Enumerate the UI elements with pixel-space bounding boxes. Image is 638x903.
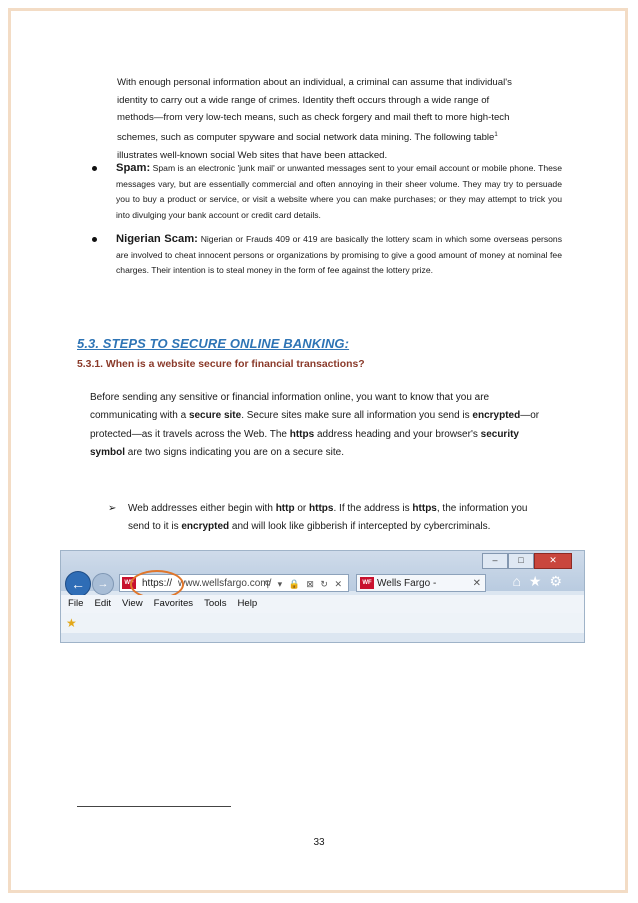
intro-paragraph <box>117 74 567 164</box>
menu-help: Help <box>237 598 258 609</box>
menu-favorites: Favorites <box>153 598 194 609</box>
section-heading: 5.3. STEPS TO SECURE ONLINE BANKING: <box>77 336 350 351</box>
bold-term: encrypted <box>472 410 521 422</box>
subsection-heading: 5.3.1. When is a website secure for financial transactions? <box>77 359 365 370</box>
address-domain: www.wellsfargo.com/ <box>178 578 272 589</box>
bullet-dot <box>92 237 97 242</box>
forward-arrow-icon: → <box>92 573 114 595</box>
menu-file: File <box>68 598 84 609</box>
browser-toolbar <box>61 551 584 591</box>
bullet-term: Nigerian Scam: <box>116 233 198 245</box>
favorites-bar <box>61 613 584 633</box>
intro-line: With enough personal information about an individual, a criminal can assume that individual's <box>117 77 512 88</box>
page-number: 33 <box>313 837 325 848</box>
bullet-body: Spam is an electronic 'junk mail' or unwanted messages sent to your email account or mobile phone. These messages vary, but are essentially commercial and often annoying in their sheer volume. They may try to persuade you to buy a product or service, or visit a website where you can make purchases; or they may attempt to trick you into divulging your bank account or credit card details. <box>116 163 562 220</box>
close-icon: ✕ <box>534 553 572 569</box>
favorites-star-icon: ★ <box>66 616 77 630</box>
bullet-term: Spam: <box>116 162 151 174</box>
address-scheme: https:// <box>142 578 173 589</box>
tab-close-icon: ✕ <box>472 578 481 589</box>
wellsfargo-logo-icon: WF <box>122 577 136 589</box>
wellsfargo-logo-icon: WF <box>360 577 374 589</box>
intro-line: identity to carry out a wide range of crimes. Identity theft occurs through a wide range of <box>117 94 490 106</box>
menu-edit: Edit <box>94 598 112 609</box>
bold-term: security symbol <box>90 428 519 458</box>
bullet-dot <box>92 166 97 171</box>
bold-term: secure site <box>188 410 242 422</box>
bold-term: https <box>289 428 315 440</box>
footnote-marker: 1 <box>494 131 498 138</box>
bullet-text <box>116 232 562 279</box>
bullet-body: Nigerian or Frauds 409 or 419 are basically the lottery scam in which some overseas persons are involved to cheat innocent persons or organizations by promising to give a good amount of money at nominal fee charges. Their intention is to steal money in the form of fee against the lottery prize. <box>116 234 562 276</box>
back-arrow-icon: ← <box>65 571 91 597</box>
footnote-rule <box>77 806 231 807</box>
arrow-bullet-icon: ➢ <box>108 503 117 514</box>
browser-screenshot <box>60 550 585 643</box>
home-favorites-tools-icons: ⌂★⚙ <box>512 573 570 589</box>
address-bar-icons: ⚲ ▾ 🔒 ⊠ ↻ ✕ <box>264 579 344 589</box>
tab-label: Wells Fargo - <box>377 578 437 589</box>
arrow-item-text: Web addresses either begin with http or https. If the address is https, the information you send to it is encrypted and will look like gibberish if intercepted by cybercriminals. <box>128 503 528 533</box>
intro-line: illustrates well-known social Web sites that have been attacked. <box>117 149 388 161</box>
menu-view: View <box>122 598 143 609</box>
intro-line: methods—from very low-tech means, such as check forgery and mail theft to more high-tech <box>117 112 510 124</box>
browser-tab <box>356 574 486 592</box>
minimize-icon: – <box>482 553 508 569</box>
maximize-icon: □ <box>508 553 534 569</box>
browser-menubar <box>61 595 584 613</box>
menu-tools: Tools <box>204 598 227 609</box>
bullet-text <box>116 161 562 223</box>
body-paragraph: Before sending any sensitive or financial information online, you want to know that you are communicating with a secure site. Secure sites make sure all information you send is encrypted—or protected—as it travels across the Web. The https address heading and your browser's security symbol are two signs indicating you are on a secure site. <box>90 392 540 458</box>
intro-line: schemes, such as computer spyware and social network data mining. The following table$^1$ <box>117 131 498 143</box>
window-controls <box>482 553 572 567</box>
